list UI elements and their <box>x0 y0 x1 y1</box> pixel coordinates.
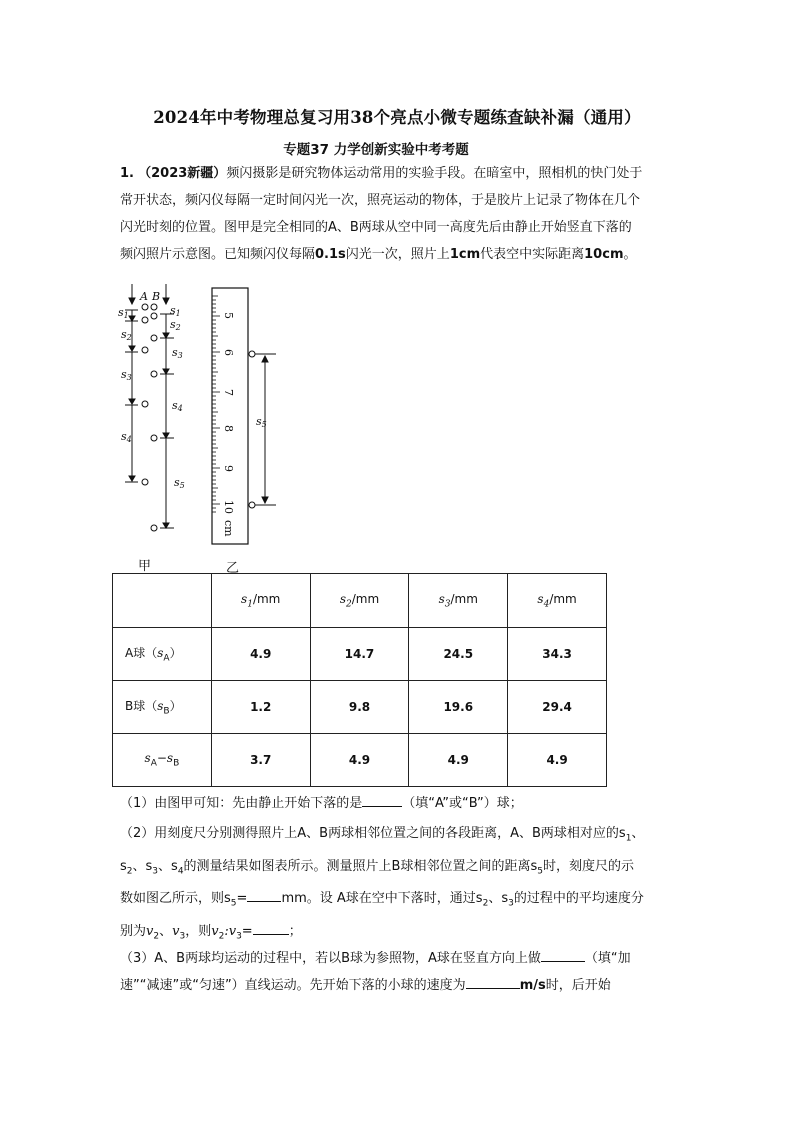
intro-line-4a: 频闪照片示意图。已知频闪仪每隔 <box>120 247 316 262</box>
table-header-row <box>113 574 607 628</box>
subquestion-1: （1）由图甲可知：先由静止开始下落的是 （填“A”或“B”）球； <box>120 790 680 817</box>
cell-diff-s3: 4.9 <box>409 734 508 787</box>
figure-strobe-and-ruler <box>118 282 288 552</box>
real-scale: 10cm <box>584 247 624 262</box>
document-title: 2024年中考物理总复习用38个亮点小微专题练查缺补漏（通用） <box>153 108 641 127</box>
table-header-s2: $s_2/mm$ <box>310 574 409 628</box>
cell-b-s2: 9.8 <box>310 681 409 734</box>
question-1-intro <box>120 160 680 268</box>
answer-blank-speed[interactable] <box>466 974 520 989</box>
cell-a-s1: 4.9 <box>211 628 310 681</box>
question-source: （2023新疆） <box>138 166 227 181</box>
table-row <box>113 628 607 681</box>
cell-diff-s2: 4.9 <box>310 734 409 787</box>
cell-a-s2: 14.7 <box>310 628 409 681</box>
cell-b-s4: 29.4 <box>508 681 607 734</box>
cell-diff-s1: 3.7 <box>211 734 310 787</box>
label-a-s2: s2 <box>121 328 132 342</box>
label-b-s1: s1 <box>170 304 181 318</box>
table-row <box>113 734 607 787</box>
table-corner-cell <box>113 574 212 628</box>
ruler-s5-measure <box>249 351 276 508</box>
ruler-num-5: 5 <box>222 312 235 319</box>
cell-a-s4: 34.3 <box>508 628 607 681</box>
ruler-unit: cm <box>222 520 235 537</box>
measurement-table <box>112 573 607 787</box>
figure-label-jia: 甲 <box>138 559 152 574</box>
ruler <box>212 288 276 544</box>
row-label-ball-a: A球$(s_A)$ <box>113 628 212 681</box>
row-label-difference: $s_A-s_B$ <box>113 734 212 787</box>
ruler-num-9: 9 <box>222 465 235 472</box>
answer-blank-s5[interactable] <box>247 887 281 902</box>
table-header-s3: $s_3/mm$ <box>409 574 508 628</box>
label-ball-b: B <box>152 290 161 303</box>
ruler-num-6: 6 <box>222 349 235 356</box>
table-header-s1: $s_1/mm$ <box>211 574 310 628</box>
cell-diff-s4: 4.9 <box>508 734 607 787</box>
intro-line-1: 频闪摄影是研究物体运动常用的实验手段。在暗室中，照相机的快门处于 <box>226 166 643 181</box>
row-label-ball-b: B球$(s_B)$ <box>113 681 212 734</box>
subquestion-3: （3）A、B两球均运动的过程中，若以B球为参照物，A球在竖直方向上做 （填“加 速”“减速”或“匀速”）直线运动。先开始下落的小球的速度为 m/s时，后开始 <box>120 945 680 999</box>
intro-line-2: 常开状态，频闪仪每隔一定时间闪光一次，照亮运动的物体，于是胶片上记录了物体在几个 <box>120 193 641 208</box>
label-b-s2: s2 <box>170 318 181 332</box>
table-row <box>113 681 607 734</box>
ruler-s5-label: s5 <box>256 415 267 429</box>
answer-blank-ratio[interactable] <box>253 920 289 935</box>
intro-line-3: 闪光时刻的位置。图甲是完全相同的A、B两球从空中同一高度先后由静止开始竖直下落的 <box>120 220 632 235</box>
ruler-num-7: 7 <box>222 389 235 396</box>
ruler-num-8: 8 <box>222 425 235 432</box>
ruler-num-10: 10 <box>222 500 235 514</box>
answer-blank-1[interactable] <box>362 792 402 807</box>
intro-line-4g: 。 <box>623 247 637 262</box>
label-b-s5: s5 <box>174 476 185 490</box>
table-header-s4: $s_4/mm$ <box>508 574 607 628</box>
label-a-s3: s3 <box>121 368 132 382</box>
photo-scale: 1cm <box>449 247 481 262</box>
label-a-s4: s4 <box>121 430 132 444</box>
intro-line-4e: 代表空中实际距离 <box>480 247 585 262</box>
label-b-s4: s4 <box>172 399 183 413</box>
subquestion-2: （2）用刻度尺分别测得照片上A、B两球相邻位置之间的各段距离，A、B两球相对应的$s_1$、 $s_2$、$s_3$、$s_4$的测量结果如图表所示。测量照片上B球相邻位置之间的距离$s_5$时，刻度尺的示 数如图乙所示，则$s_5=$ mm。设 A球在空中下落时，通过$s_2$、$s_3$的过程中的平均速度分 别为$v_2$、$v_3$，则$v_2:v_3=$ ； <box>120 826 645 942</box>
label-a-s1: s1 <box>118 306 129 320</box>
cell-b-s1: 1.2 <box>211 681 310 734</box>
intro-line-4c: 闪光一次，照片上 <box>345 247 450 262</box>
label-b-s3: s3 <box>172 346 183 360</box>
answer-blank-motion[interactable] <box>541 947 585 962</box>
cell-a-s3: 24.5 <box>409 628 508 681</box>
cell-b-s3: 19.6 <box>409 681 508 734</box>
figure-label-yi: 乙 <box>226 561 240 576</box>
flash-interval: 0.1s <box>315 247 346 262</box>
figure-labels <box>118 290 185 490</box>
label-ball-a: A <box>140 290 148 303</box>
question-number: 1. <box>120 166 134 181</box>
document-subtitle: 专题37 力学创新实验中考考题 <box>283 142 469 158</box>
